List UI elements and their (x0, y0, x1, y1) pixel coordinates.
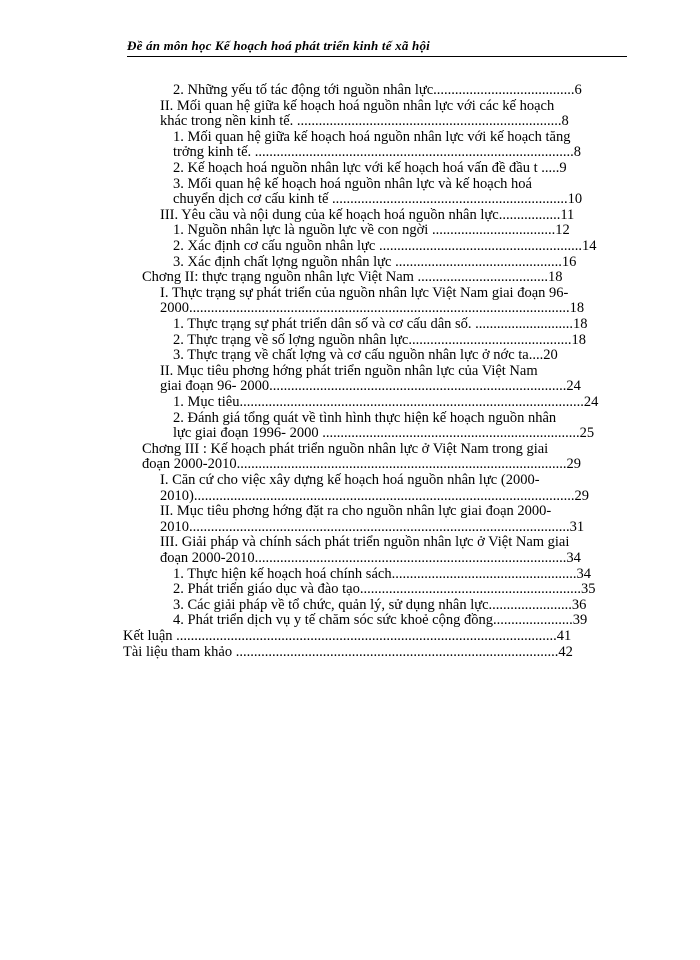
header-rule (127, 56, 627, 57)
toc-entry: III. Giải pháp và chính sách phát triển nguồn nhân lực ở Việt Nam giai (160, 534, 570, 551)
toc-entry: II. Mục tiêu phơng hớng đặt ra cho nguồn nhân lực giai đoạn 2000- (160, 503, 552, 520)
toc-entry: 1. Nguồn nhân lực là nguồn lực về con ngời ..................................12 (173, 222, 570, 239)
toc-entry: chuyển dịch cơ cấu kinh tế .................................................................10 (173, 191, 583, 208)
toc-entry: Kết luận .........................................................................................................41 (123, 628, 572, 644)
toc-entry: II. Mối quan hệ giữa kế hoạch hoá nguồn nhân lực với các kế hoạch (160, 97, 555, 114)
toc-entry: III. Yêu cầu và nội dung của kế hoạch hoá nguồn nhân lực.................11 (160, 206, 575, 223)
toc-entry: Chơng III : Kế hoạch phát triển nguồn nhân lực ở Việt Nam trong giai (142, 440, 549, 457)
toc-entry: đoạn 2000-2010...........................................................................................29 (142, 456, 582, 473)
toc-entry: 2000.........................................................................................................18 (160, 300, 585, 317)
toc-entry: lực giai đoạn 1996- 2000 .......................................................................25 (173, 425, 595, 442)
toc-entry: 4. Phát triển dịch vụ y tế chăm sóc sức khoẻ cộng đồng......................39 (173, 612, 588, 629)
toc-entry: I. Thực trạng sự phát triển của nguồn nhân lực Việt Nam giai đoạn 96- (160, 284, 569, 301)
toc-entry: 1. Mục tiêu...............................................................................................24 (173, 394, 599, 410)
toc-entry: 3. Các giải pháp về tổ chức, quản lý, sử dụng nhân lực.......................36 (173, 596, 587, 613)
toc-entry: 1. Mối quan hệ giữa kế hoạch hoá nguồn nhân lực với kế hoạch tăng (173, 128, 571, 145)
toc-entry: 3. Xác định chất lợng nguồn nhân lực ..............................................16 (173, 253, 577, 270)
toc-entry: giai đoạn 96- 2000..................................................................................24 (160, 378, 581, 395)
toc-entry: 1. Thực hiện kế hoạch hoá chính sách...................................................34 (173, 565, 591, 582)
page-header-title: Đề án môn học Kế hoạch hoá phát triển kinh tế xã hội (127, 38, 430, 53)
toc-entry: 3. Thực trạng về chất lợng và cơ cấu nguồn nhân lực ở nớc ta....20 (173, 347, 558, 364)
toc-entry: đoạn 2000-2010......................................................................................34 (160, 550, 581, 566)
toc-entry: 2. Kế hoạch hoá nguồn nhân lực với kế hoạch hoá vấn đề đầu t .....9 (173, 160, 567, 176)
toc-entry: 2. Những yếu tố tác động tới nguồn nhân lực.......................................6 (173, 82, 582, 98)
toc-entry: 2010.........................................................................................................31 (160, 518, 585, 535)
toc-entry: 2. Thực trạng về số lợng nguồn nhân lực.............................................18 (173, 331, 586, 348)
toc-entry: 3. Mối quan hệ kế hoạch hoá nguồn nhân lực và kế hoạch hoá (173, 175, 532, 192)
toc-entry: Chơng II: thực trạng nguồn nhân lực Việt Nam ....................................18 (142, 269, 563, 286)
toc-entry: 1. Thực trạng sự phát triển dân số và cơ cấu dân số. ...........................18 (173, 316, 588, 332)
toc-entry: I. Căn cứ cho việc xây dựng kế hoạch hoá nguồn nhân lực (2000- (160, 472, 540, 488)
toc-entry: 2. Xác định cơ cấu nguồn nhân lực ........................................................14 (173, 238, 597, 254)
toc-entry: 2. Đánh giá tổng quát về tình hình thực hiện kế hoạch nguồn nhân (173, 409, 557, 426)
toc-entry: 2010).........................................................................................................29 (160, 487, 589, 504)
toc-entry: 2. Phát triển giáo dục và đào tạo.............................................................35 (173, 581, 596, 598)
toc-entry: trởng kinh tế. ........................................................................................8 (173, 144, 582, 161)
toc-entry: Tài liệu tham khảo .........................................................................................42 (123, 643, 573, 660)
toc-entry: II. Mục tiêu phơng hớng phát triển nguồn nhân lực của Việt Nam (160, 362, 538, 379)
toc-entry: khác trong nền kinh tế. .........................................................................8 (160, 113, 569, 130)
